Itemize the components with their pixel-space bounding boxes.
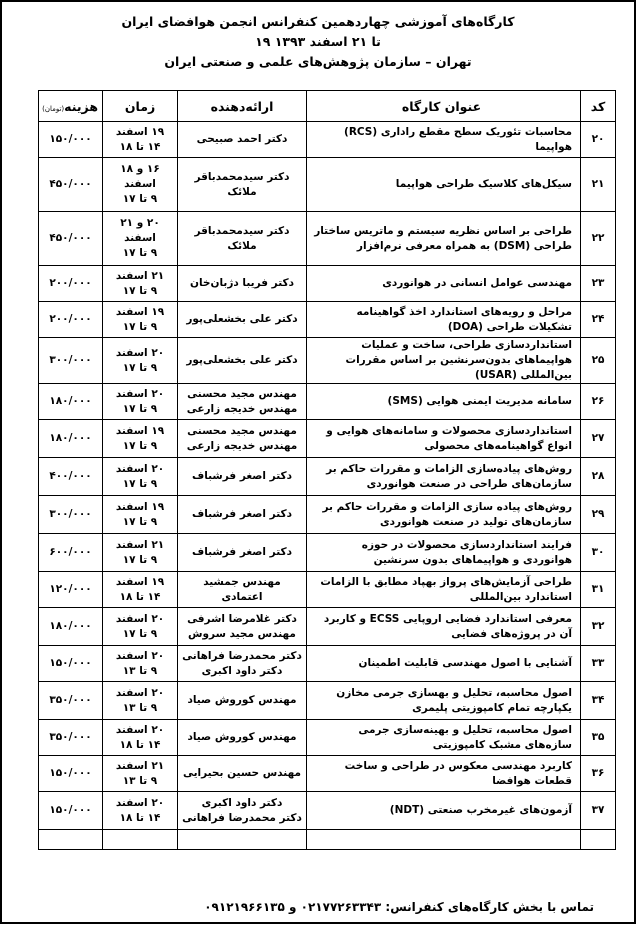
presenter-name: دکتر داود اکبری: [201, 796, 283, 809]
time-line: ۹ تا ۱۳: [122, 701, 158, 714]
time-line: ۱۴ تا ۱۸: [119, 140, 161, 153]
document-header: [2, 12, 634, 72]
presenter-name: دکتر علی بخشعلی‌پور: [186, 354, 298, 366]
presenter-name: دکتر محمدرضا فراهانی: [182, 811, 302, 824]
cell-code: ۳۴: [581, 682, 616, 720]
table-row: [39, 608, 616, 646]
empty-cell: [39, 830, 103, 850]
presenter-name: دکتر محمدرضا فراهانی: [182, 649, 302, 662]
presenter-name: مهندس خدیجه زارعی: [186, 402, 298, 415]
contact-footer: تماس با بخش کارگاه‌های کنفرانس: ۰۲۱۷۷۲۶۳۳۴۳ و ۰۹۱۲۱۹۶۶۱۳۵: [204, 900, 594, 914]
time-line: ۲۰ و ۲۱: [120, 217, 160, 229]
header-time: زمان: [103, 91, 178, 122]
cell-time: [103, 338, 178, 384]
time-line: ۱۴ تا ۱۸: [119, 811, 161, 824]
cell-time: [103, 720, 178, 756]
cell-cost: ۱۸۰/۰۰۰: [39, 608, 103, 646]
cell-cost: ۴۵۰/۰۰۰: [39, 158, 103, 212]
time-line: ۲۱ اسفند: [115, 538, 165, 551]
time-line: ۹ تا ۱۷: [122, 553, 158, 566]
cell-cost: ۲۰۰/۰۰۰: [39, 302, 103, 338]
cell-code: ۲۷: [581, 420, 616, 458]
presenter-name: مهندس خدیجه زارعی: [186, 439, 298, 452]
presenter-name: دکتر اصغر فرشباف: [192, 470, 292, 482]
time-line: ۲۰ اسفند: [115, 612, 165, 625]
empty-cell: [581, 830, 616, 850]
cell-cost: ۱۸۰/۰۰۰: [39, 384, 103, 420]
presenter-name: مهندس مجید سروش: [188, 627, 296, 640]
cell-code: ۲۱: [581, 158, 616, 212]
cell-time: [103, 646, 178, 682]
table-row: [39, 682, 616, 720]
cell-title: روش‌های پیاده‌سازی الزامات و مقررات حاکم بر سازمان‌های طراحی در صنعت هوانوردی: [307, 458, 581, 496]
table-row: [39, 458, 616, 496]
cell-time: [103, 792, 178, 830]
header-code: کد: [581, 91, 616, 122]
cell-time: [103, 384, 178, 420]
time-line: ۱۹ اسفند: [115, 500, 165, 513]
presenter-name: مهندس کوروش صیاد: [187, 731, 297, 743]
cell-code: ۲۰: [581, 122, 616, 158]
cell-title: کاربرد مهندسی معکوس در طراحی و ساخت قطعات هوافضا: [307, 756, 581, 792]
header-title-col: عنوان کارگاه: [307, 91, 581, 122]
cell-presenter: [178, 534, 307, 572]
presenter-name: دکتر علی بخشعلی‌پور: [186, 313, 298, 325]
cell-cost: ۲۰۰/۰۰۰: [39, 266, 103, 302]
time-line: ۹ تا ۱۷: [122, 320, 158, 333]
time-line: ۱۹ اسفند: [115, 125, 165, 138]
cell-code: ۲۵: [581, 338, 616, 384]
cell-cost: ۳۵۰/۰۰۰: [39, 720, 103, 756]
time-line: ۱۹ اسفند: [115, 575, 165, 588]
empty-cell: [103, 830, 178, 850]
cell-time: [103, 420, 178, 458]
time-line: ۹ تا ۱۷: [122, 361, 158, 374]
cell-presenter: [178, 756, 307, 792]
cell-cost: ۱۸۰/۰۰۰: [39, 420, 103, 458]
presenter-name: دکتر سیدمحمدباقر ملائک: [194, 224, 290, 252]
cell-time: [103, 266, 178, 302]
time-line: اسفند: [124, 178, 156, 190]
cell-cost: ۱۵۰/۰۰۰: [39, 646, 103, 682]
table-row: [39, 420, 616, 458]
time-line: ۲۰ اسفند: [115, 686, 165, 699]
cell-time: [103, 158, 178, 212]
table-row: [39, 212, 616, 266]
cell-cost: ۳۵۰/۰۰۰: [39, 682, 103, 720]
cell-presenter: [178, 266, 307, 302]
cell-title: روش‌های پیاده سازی الزامات و مقررات حاکم بر سازمان‌های تولید در صنعت هوانوردی: [307, 496, 581, 534]
cell-presenter: [178, 720, 307, 756]
cell-code: ۲۸: [581, 458, 616, 496]
presenter-name: دکتر اصغر فرشباف: [192, 508, 292, 520]
cell-presenter: [178, 496, 307, 534]
table-row: [39, 756, 616, 792]
header-cost: [39, 91, 103, 122]
table-header-row: [39, 91, 616, 122]
time-line: ۹ تا ۱۳: [122, 774, 158, 787]
time-line: ۲۰ اسفند: [115, 346, 165, 359]
time-line: ۹ تا ۱۷: [122, 439, 158, 452]
time-line: ۲۱ اسفند: [115, 759, 165, 772]
cell-presenter: [178, 420, 307, 458]
cell-code: ۲۶: [581, 384, 616, 420]
cell-title: آزمون‌های غیرمخرب صنعتی (NDT): [307, 792, 581, 830]
cell-title: معرفی استاندارد فضایی اروپایی ECSS و کاربرد آن در پروژه‌های فضایی: [307, 608, 581, 646]
header-location: تهران – سازمان پژوهش‌های علمی و صنعتی ایران: [164, 54, 472, 69]
time-line: ۲۰ اسفند: [115, 723, 165, 736]
cell-cost: ۱۵۰/۰۰۰: [39, 122, 103, 158]
time-line: ۹ تا ۱۷: [122, 402, 158, 415]
cell-code: ۳۳: [581, 646, 616, 682]
table-row: [39, 792, 616, 830]
table-row: [39, 158, 616, 212]
table-row: [39, 302, 616, 338]
time-line: ۹ تا ۱۳: [122, 664, 158, 677]
cell-title: مهندسی عوامل انسانی در هوانوردی: [307, 266, 581, 302]
table-body: [39, 122, 616, 850]
cell-title: فرایند استانداردسازی محصولات در حوزه هوانوردی و هواپیماهای بدون سرنشین: [307, 534, 581, 572]
cell-presenter: [178, 608, 307, 646]
time-line: ۲۰ اسفند: [115, 387, 165, 400]
header-dates: ۱۹ تا ۲۱ اسفند ۱۳۹۳: [255, 34, 381, 49]
cell-time: [103, 682, 178, 720]
header-cost-unit: (تومان): [42, 104, 65, 113]
cell-presenter: [178, 646, 307, 682]
table-row: [39, 384, 616, 420]
cell-code: ۳۷: [581, 792, 616, 830]
cell-time: [103, 212, 178, 266]
cell-title: اصول محاسبه، تحلیل و بهسازی جرمی مخازن یکپارچه تمام کامپوزیتی پلیمری: [307, 682, 581, 720]
time-line: ۹ تا ۱۷: [122, 247, 158, 259]
time-line: اسفند: [124, 232, 156, 244]
cell-code: ۳۵: [581, 720, 616, 756]
presenter-name: مهندس کوروش صیاد: [187, 694, 297, 706]
presenter-name: مهندس مجید محسنی: [187, 424, 297, 437]
cell-time: [103, 534, 178, 572]
cell-title: استانداردسازی محصولات و سامانه‌های هوایی و انواع گواهینامه‌های محصولی: [307, 420, 581, 458]
cell-code: ۳۱: [581, 572, 616, 608]
workshops-table: [38, 90, 616, 850]
time-line: ۱۹ اسفند: [115, 305, 165, 318]
table-row: [39, 122, 616, 158]
cell-code: ۳۶: [581, 756, 616, 792]
cell-title: طراحی آزمایش‌های پرواز بهپاد مطابق با الزامات استاندارد بین‌المللی: [307, 572, 581, 608]
presenter-name: مهندس حسین بحیرایی: [182, 767, 302, 779]
cell-presenter: [178, 338, 307, 384]
table-row: [39, 266, 616, 302]
time-line: ۲۱ اسفند: [115, 269, 165, 282]
table-row: [39, 338, 616, 384]
cell-presenter: [178, 572, 307, 608]
presenter-name: دکتر غلامرضا اشرفی: [187, 612, 297, 625]
cell-code: ۲۳: [581, 266, 616, 302]
time-line: ۱۴ تا ۱۸: [119, 590, 161, 603]
cell-presenter: [178, 302, 307, 338]
cell-code: ۳۰: [581, 534, 616, 572]
presenter-name: مهندس جمشید اعتمادی: [203, 575, 281, 603]
cell-cost: ۴۵۰/۰۰۰: [39, 212, 103, 266]
time-line: ۹ تا ۱۷: [122, 515, 158, 528]
cell-time: [103, 302, 178, 338]
table-row: [39, 572, 616, 608]
cell-time: [103, 608, 178, 646]
cell-presenter: [178, 384, 307, 420]
empty-cell: [307, 830, 581, 850]
cell-cost: ۱۲۰/۰۰۰: [39, 572, 103, 608]
cell-time: [103, 496, 178, 534]
time-line: ۱۴ تا ۱۸: [119, 738, 161, 751]
cell-cost: ۱۵۰/۰۰۰: [39, 792, 103, 830]
presenter-name: دکتر اصغر فرشباف: [192, 546, 292, 558]
cell-title: استانداردسازی طراحی، ساخت و عملیات هواپیماهای بدون‌سرنشین بر اساس مقررات بین‌المللی (USAR): [307, 338, 581, 384]
table-row: [39, 534, 616, 572]
cell-title: آشنایی با اصول مهندسی قابلیت اطمینان: [307, 646, 581, 682]
header-cost-label: هزینه: [64, 98, 98, 114]
table-row: [39, 720, 616, 756]
cell-presenter: [178, 458, 307, 496]
cell-time: [103, 756, 178, 792]
time-line: ۲۰ اسفند: [115, 462, 165, 475]
cell-code: ۲۲: [581, 212, 616, 266]
time-line: ۲۰ اسفند: [115, 796, 165, 809]
cell-code: ۳۲: [581, 608, 616, 646]
time-line: ۱۶ و ۱۸: [120, 163, 160, 175]
empty-row: [39, 830, 616, 850]
time-line: ۹ تا ۱۷: [122, 193, 158, 205]
cell-cost: ۳۰۰/۰۰۰: [39, 338, 103, 384]
cell-code: ۲۴: [581, 302, 616, 338]
cell-time: [103, 458, 178, 496]
cell-title: طراحی بر اساس نظریه سیستم و ماتریس ساختار طراحی (DSM) به همراه معرفی نرم‌افزار: [307, 212, 581, 266]
cell-title: محاسبات تئوریک سطح مقطع راداری (RCS) هواپیما: [307, 122, 581, 158]
cell-code: ۲۹: [581, 496, 616, 534]
cell-time: [103, 572, 178, 608]
time-line: ۱۹ اسفند: [115, 424, 165, 437]
time-line: ۹ تا ۱۷: [122, 627, 158, 640]
cell-presenter: [178, 158, 307, 212]
cell-presenter: [178, 792, 307, 830]
presenter-name: دکتر احمد صبیحی: [196, 133, 288, 145]
cell-presenter: [178, 682, 307, 720]
header-presenter: ارائه‌دهنده: [178, 91, 307, 122]
presenter-name: مهندس مجید محسنی: [187, 387, 297, 400]
time-line: ۹ تا ۱۷: [122, 477, 158, 490]
table-row: [39, 496, 616, 534]
cell-title: اصول محاسبه، تحلیل و بهینه‌سازی جرمی سازه‌های مشبک کامپوزیتی: [307, 720, 581, 756]
time-line: ۹ تا ۱۷: [122, 284, 158, 297]
empty-cell: [178, 830, 307, 850]
cell-cost: ۶۰۰/۰۰۰: [39, 534, 103, 572]
presenter-name: دکتر داود اکبری: [201, 664, 283, 677]
cell-cost: ۴۰۰/۰۰۰: [39, 458, 103, 496]
presenter-name: دکتر فریبا دژبان‌خان: [190, 277, 294, 289]
table-row: [39, 646, 616, 682]
header-title: کارگاه‌های آموزشی چهاردهمین کنفرانس انجمن هوافضای ایران: [121, 14, 515, 29]
cell-time: [103, 122, 178, 158]
cell-title: سیکل‌های کلاسیک طراحی هواپیما: [307, 158, 581, 212]
cell-title: مراحل و رویه‌های استاندارد اخذ گواهینامه تشکیلات طراحی (DOA): [307, 302, 581, 338]
cell-presenter: [178, 122, 307, 158]
presenter-name: دکتر سیدمحمدباقر ملائک: [194, 170, 290, 198]
cell-cost: ۱۵۰/۰۰۰: [39, 756, 103, 792]
cell-cost: ۳۰۰/۰۰۰: [39, 496, 103, 534]
time-line: ۲۰ اسفند: [115, 649, 165, 662]
cell-title: سامانه مدیریت ایمنی هوایی (SMS): [307, 384, 581, 420]
cell-presenter: [178, 212, 307, 266]
